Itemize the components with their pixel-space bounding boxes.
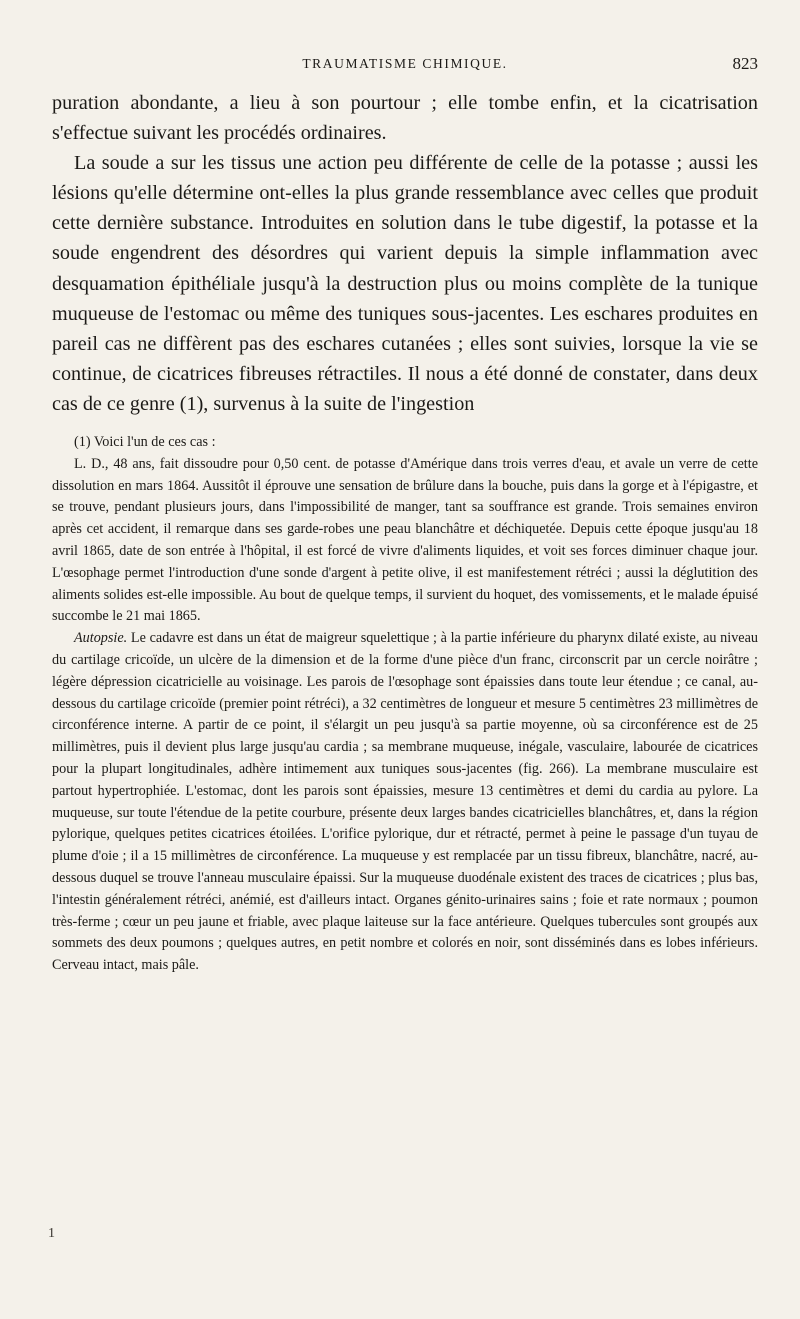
- paragraph-continuation: puration abondante, a lieu à son pourtour ; elle tombe enfin, et la cicatrisation s'effectue suivant les procédés ordinaires.: [52, 92, 758, 145]
- running-title: TRAUMATISME CHIMIQUE.: [302, 56, 508, 71]
- main-text: [52, 88, 758, 419]
- running-header: [52, 56, 758, 82]
- footnote-autopsy: [52, 628, 758, 977]
- footnote-case-history: L. D., 48 ans, fait dissoudre pour 0,50 cent. de potasse d'Amérique dans trois verres d'eau, et avale un verre de cette dissolution en mars 1864. Aussitôt il éprouve une sensation de brûlure dans la bouche, puis dans la gorge et à l'épigastre, et se trouve, pendant plusieurs jours, dans l'impossibilité de manger, tant sa souffrance est grande. Trois semaines environ après cet accident, il remarque dans ses garde-robes une peau blanchâtre et déchiquetée. Depuis cette époque jusqu'au 18 avril 1865, date de son entrée à l'hôpital, il est forcé de vivre d'aliments liquides, et voit ses forces diminuer chaque jour. L'œsophage permet l'introduction d'une sonde d'argent à petite olive, il est manifestement rétréci ; aussi la déglutition des aliments solides est-elle impossible. Au bout de quelque temps, il survient du hoquet, des vomissements, et le malade épuisé succombe le 21 mai 1865.: [52, 455, 758, 625]
- page-number: 823: [732, 54, 758, 73]
- signature-mark: 1: [48, 1226, 55, 1241]
- footnote-intro: (1) Voici l'un de ces cas :: [74, 434, 216, 451]
- autopsy-text: Le cadavre est dans un état de maigreur squelettique ; à la partie inférieure du pharynx dilaté existe, au niveau du cartilage cricoïde, un ulcère de la dimension et de la forme d'une pièce d'un franc, circonscrit par un cercle noirâtre ; légère dépression cicatricielle au voisinage. Les parois de l'œsophage sont épaissies dans toute leur étendue ; ce canal, au-dessous du cartilage cricoïde (premier point rétréci), a 32 centimètres de longueur et mesure 5 centimètres 23 millimètres de circonférence interne. A partir de ce point, il s'élargit un peu jusqu'à sa partie moyenne, où sa circonférence est de 25 millimètres, puis il devient plus large jusqu'au cardia ; sa membrane muqueuse, inégale, vasculaire, labourée de cicatrices pour la plupart longitudinales, adhère intimement aux tuniques sous-jacentes (fig. 266). La membrane musculaire est partout hypertrophiée. L'estomac, dont les parois sont épaissies, mesure 13 centimètres et demi du cardia au pylore. La muqueuse, sur toute l'étendue de la petite courbure, présente deux larges bandes cicatricielles blanchâtres, et, dans la région pylorique, quelques petites cicatrices étoilées. L'orifice pylorique, dur et rétracté, permet à peine le passage d'un tuyau de plume d'oie ; il a 15 millimètres de circonférence. La muqueuse y est remplacée par un tissu fibreux, blanchâtre, nacré, au-dessous duquel se trouve l'anneau musculaire épaissi. Sur la muqueuse duodénale existent des traces de cicatrices ; plus bas, l'intestin généralement rétréci, anémié, est d'ailleurs intact. Organes génito-urinaires sains ; foie et rate normaux ; poumon très-ferme ; cœur un peu jaune et friable, avec plaque laiteuse sur la face antérieure. Quelques tubercules sont groupés aux sommets des deux poumons ; quelques autres, en petit nombre et colorés en noir, sont disséminés dans es lobes inférieurs. Cerveau intact, mais pâle.: [52, 630, 758, 974]
- page: [52, 0, 758, 977]
- autopsy-label: Autopsie.: [74, 630, 128, 647]
- footnote: [52, 432, 758, 977]
- paragraph-soude: La soude a sur les tissus une action peu différente de celle de la potasse ; aussi les lésions qu'elle détermine ont-elles la plus grande ressemblance avec celles que produit cette dernière substance. Introduites en solution dans le tube digestif, la potasse et la soude engendrent des désordres qui varient depuis la simple inflammation avec desquamation épithéliale jusqu'à la destruction plus ou moins complète de la tunique muqueuse de l'estomac ou même des tuniques sous-jacentes. Les eschares produites en pareil cas ne diffèrent pas des eschares cutanées ; elles sont suivies, lorsque la vie se continue, de cicatrices fibreuses rétractiles. Il nous a été donné de constater, dans deux cas de ce genre (1), survenus à la suite de l'ingestion: [52, 152, 758, 415]
